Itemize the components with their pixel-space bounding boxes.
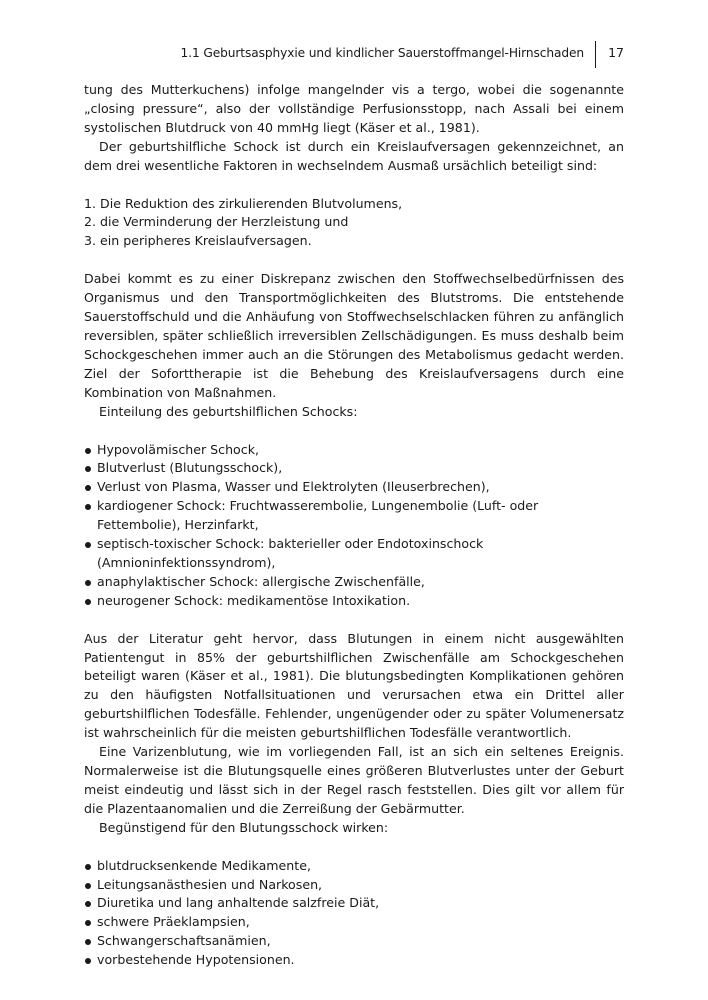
list-item-text: anaphylaktischer Schock: allergische Zwischenfälle, (97, 573, 425, 589)
list-item-text: Schwangerschaftsanämien, (97, 933, 271, 949)
numbered-list-factors (84, 195, 624, 252)
paragraph-literature: Aus der Literatur geht hervor, dass Blutungen in einem nicht ausgewählten Patientengut in 85% der geburtshilflichen Zwischenfälle am Schockgeschehen beteiligt waren (Käser et al., 1981). Die blutungsbedingten Komplikationen gehören zu den häufigsten Notfallsituationen und verursachen etwa ein Drittel aller geburtshilflichen Todesfälle. Fehlender, ungenügender oder zu später Volumenersatz ist wahrscheinlich für die meisten geburtshilflichen Todesfälle verantwortlich. (84, 630, 624, 741)
bullet-icon (85, 883, 91, 889)
list-item-text: septisch-toxischer Schock: bakterieller oder Endotoxinschock (Amnioninfektionssyndrom), (97, 536, 484, 570)
list-item (84, 195, 624, 214)
bullet-list-risk-factors (84, 857, 624, 970)
list-number: 1. (84, 195, 97, 211)
spacer (84, 611, 624, 630)
spacer (84, 838, 624, 857)
spacer (84, 251, 624, 270)
paragraph-risk-intro: Begünstigend für den Blutungsschock wirken: (99, 819, 389, 835)
bullet-icon (85, 448, 91, 454)
list-item (84, 894, 624, 913)
list-item-text: blutdrucksenkende Medikamente, (97, 857, 311, 873)
running-head: 1.1 Geburtsasphyxie und kindlicher Sauerstoffmangel-Hirnschaden (180, 46, 584, 60)
list-item (84, 478, 624, 497)
list-item (84, 857, 624, 876)
page-number: 17 (608, 45, 624, 60)
list-item-text: kardiogener Schock: Fruchtwasserembolie, Lungenembolie (Luft- oder Fettembolie), Herzinfarkt, (97, 498, 539, 533)
list-item (84, 876, 624, 895)
list-item-text: schwere Präeklampsien, (97, 914, 250, 930)
list-item (84, 951, 624, 970)
bullet-icon (85, 599, 91, 605)
list-item-text: neurogener Schock: medikamentöse Intoxikation. (97, 592, 411, 608)
paragraph-shock-definition: Der geburtshilfliche Schock ist durch ein Kreislaufversagen gekennzeichnet, an dem drei wesentliche Faktoren in wechselndem Ausmaß ursächlich beteiligt sind: (84, 138, 624, 173)
bullet-icon (85, 901, 91, 907)
header-divider (595, 41, 596, 68)
paragraph-continuation: tung des Mutterkuchens) infolge mangelnder vis a tergo, wobei die sogenannte „closing pressure“, also der vollständige Perfusionsstopp, nach Assali bei einem systolischen Blutdruck von 40 mmHg liegt (Käser et al., 1981). (84, 82, 624, 135)
list-number: 3. (84, 233, 97, 249)
list-item-text: ein peripheres Kreislaufversagen. (100, 233, 312, 249)
paragraph-varicose-bleeding: Eine Varizenblutung, wie im vorliegenden Fall, ist an sich ein seltenes Ereignis. Normalerweise ist die Blutungsquelle eines größeren Blutverlustes unter der Geburt meist eindeutig und lässt sich in der Regel rasch feststellen. Dies gilt vor allem für die Plazentaanomalien und die Zerreißung der Gebärmutter. (84, 744, 624, 816)
list-item (84, 573, 624, 592)
spacer (84, 422, 624, 441)
spacer (84, 176, 624, 195)
paragraph-classification-intro: Einteilung des geburtshilflichen Schocks: (99, 403, 358, 419)
list-item (84, 913, 624, 932)
list-item-text: Leitungsanästhesien und Narkosen, (97, 876, 323, 892)
list-item (84, 232, 624, 251)
list-item (84, 932, 624, 951)
bullet-icon (85, 958, 91, 964)
list-item (84, 535, 624, 573)
bullet-list-shock-types (84, 441, 624, 611)
bullet-icon (85, 485, 91, 491)
bullet-icon (85, 920, 91, 926)
bullet-icon (85, 466, 91, 472)
list-item-text: Verlust von Plasma, Wasser und Elektrolyten (Ileuserbrechen), (97, 479, 490, 495)
list-item (84, 497, 624, 535)
list-item (84, 441, 624, 460)
list-item (84, 592, 624, 611)
bullet-icon (85, 864, 91, 870)
bullet-icon (85, 580, 91, 586)
list-item (84, 459, 624, 478)
page-body (84, 81, 624, 970)
list-item-text: Hypovolämischer Schock, (97, 441, 259, 457)
bullet-icon (85, 542, 91, 548)
list-item-text: Blutverlust (Blutungsschock), (97, 460, 283, 476)
list-item-text: die Verminderung der Herzleistung und (100, 214, 349, 230)
page-header (84, 44, 624, 66)
list-item-text: Die Reduktion des zirkulierenden Blutvolumens, (100, 195, 403, 211)
bullet-icon (85, 504, 91, 510)
list-item-text: vorbestehende Hypotensionen. (97, 952, 295, 968)
bullet-icon (85, 939, 91, 945)
list-item (84, 213, 624, 232)
list-number: 2. (84, 214, 97, 230)
paragraph-discrepancy: Dabei kommt es zu einer Diskrepanz zwischen den Stoffwechselbedürfnissen des Organismus und den Transportmöglichkeiten des Blutstroms. Die entstehende Sauerstoffschuld und die Anhäufung von Stoffwechselschlacken führen zu anfänglich reversiblen, später schließlich irreversiblen Zellschädigungen. Es muss deshalb beim Schockgeschehen immer auch an die Störungen des Metabolismus gedacht werden. Ziel der Soforttherapie ist die Behebung des Kreislaufversagens durch eine Kombination von Maßnahmen. (84, 271, 624, 400)
list-item-text: Diuretika und lang anhaltende salzfreie Diät, (97, 895, 380, 911)
